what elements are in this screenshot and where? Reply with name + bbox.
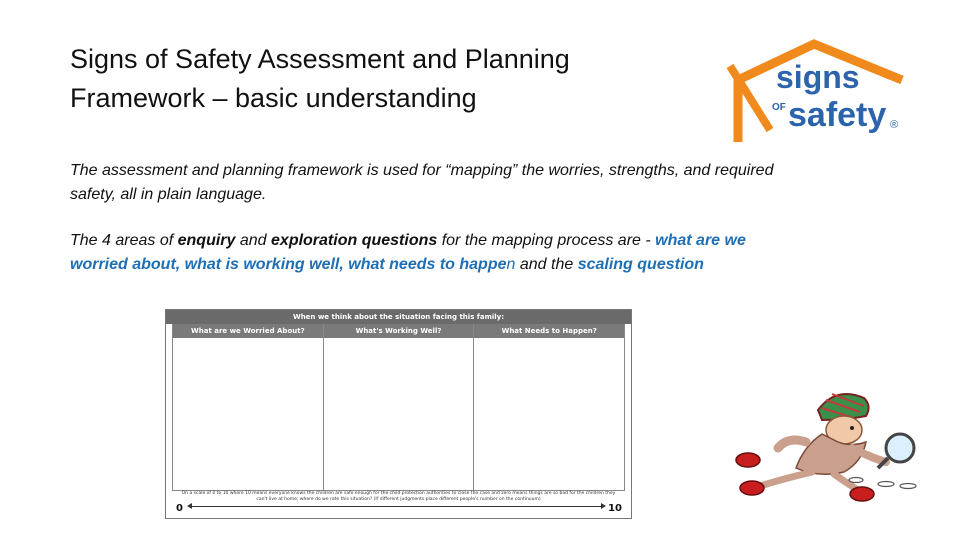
signs-of-safety-logo <box>726 38 922 142</box>
title-line-1: Signs of Safety Assessment and Planning <box>70 44 570 74</box>
areas-text-4: and the <box>515 256 578 273</box>
worksheet-column-working-well <box>324 324 475 490</box>
worksheet-column-heading: What Needs to Happen? <box>474 324 624 338</box>
title-line-2: Framework – basic understanding <box>70 83 477 113</box>
areas-text-3: for the mapping process are - <box>437 232 656 249</box>
worksheet-columns <box>172 324 625 491</box>
areas-enquiry: enquiry <box>177 232 236 249</box>
logo-registered-mark: ® <box>890 119 899 131</box>
worksheet-scale-text: On a scale of 0 to 10 where 10 means everyone knows the children are safe enough for the child protection authorities to close the case and zero means things are so bad for the children they can't live at home; where do we rate this situation? (If different judgments place different people's number on the continuum) <box>181 491 616 502</box>
areas-scaling-question: scaling question <box>577 256 704 273</box>
areas-questions-list-tail: n <box>506 256 516 273</box>
detective-illustration-icon <box>726 376 934 516</box>
areas-exploration-questions: exploration questions <box>271 232 438 249</box>
worksheet-column-worried <box>173 324 324 490</box>
scale-arrow-line <box>190 506 603 507</box>
worksheet-column-needs-to-happen <box>474 324 624 490</box>
worksheet-header: When we think about the situation facing this family: <box>166 310 631 324</box>
logo-word-of: OF <box>772 102 786 113</box>
worksheet-column-heading: What's Working Well? <box>324 324 474 338</box>
page-title <box>70 40 730 118</box>
intro-paragraph: The assessment and planning framework is used for “mapping” the worries, strengths, and required safety, all in plain language. <box>70 162 774 203</box>
logo-word-safety: safety <box>788 96 887 134</box>
areas-paragraph <box>70 229 780 277</box>
worksheet-scale <box>172 490 625 515</box>
scale-max-label: 10 <box>608 503 622 514</box>
areas-text-2: and <box>235 232 272 249</box>
mapping-worksheet <box>165 309 632 519</box>
areas-questions-list: what are we worried about, what is working well, what needs to happe <box>70 232 746 273</box>
worksheet-column-heading: What are we Worried About? <box>173 324 323 338</box>
areas-text-1: The 4 areas of <box>70 232 178 249</box>
scale-min-label: 0 <box>176 503 183 514</box>
logo-word-signs: signs <box>776 59 860 95</box>
